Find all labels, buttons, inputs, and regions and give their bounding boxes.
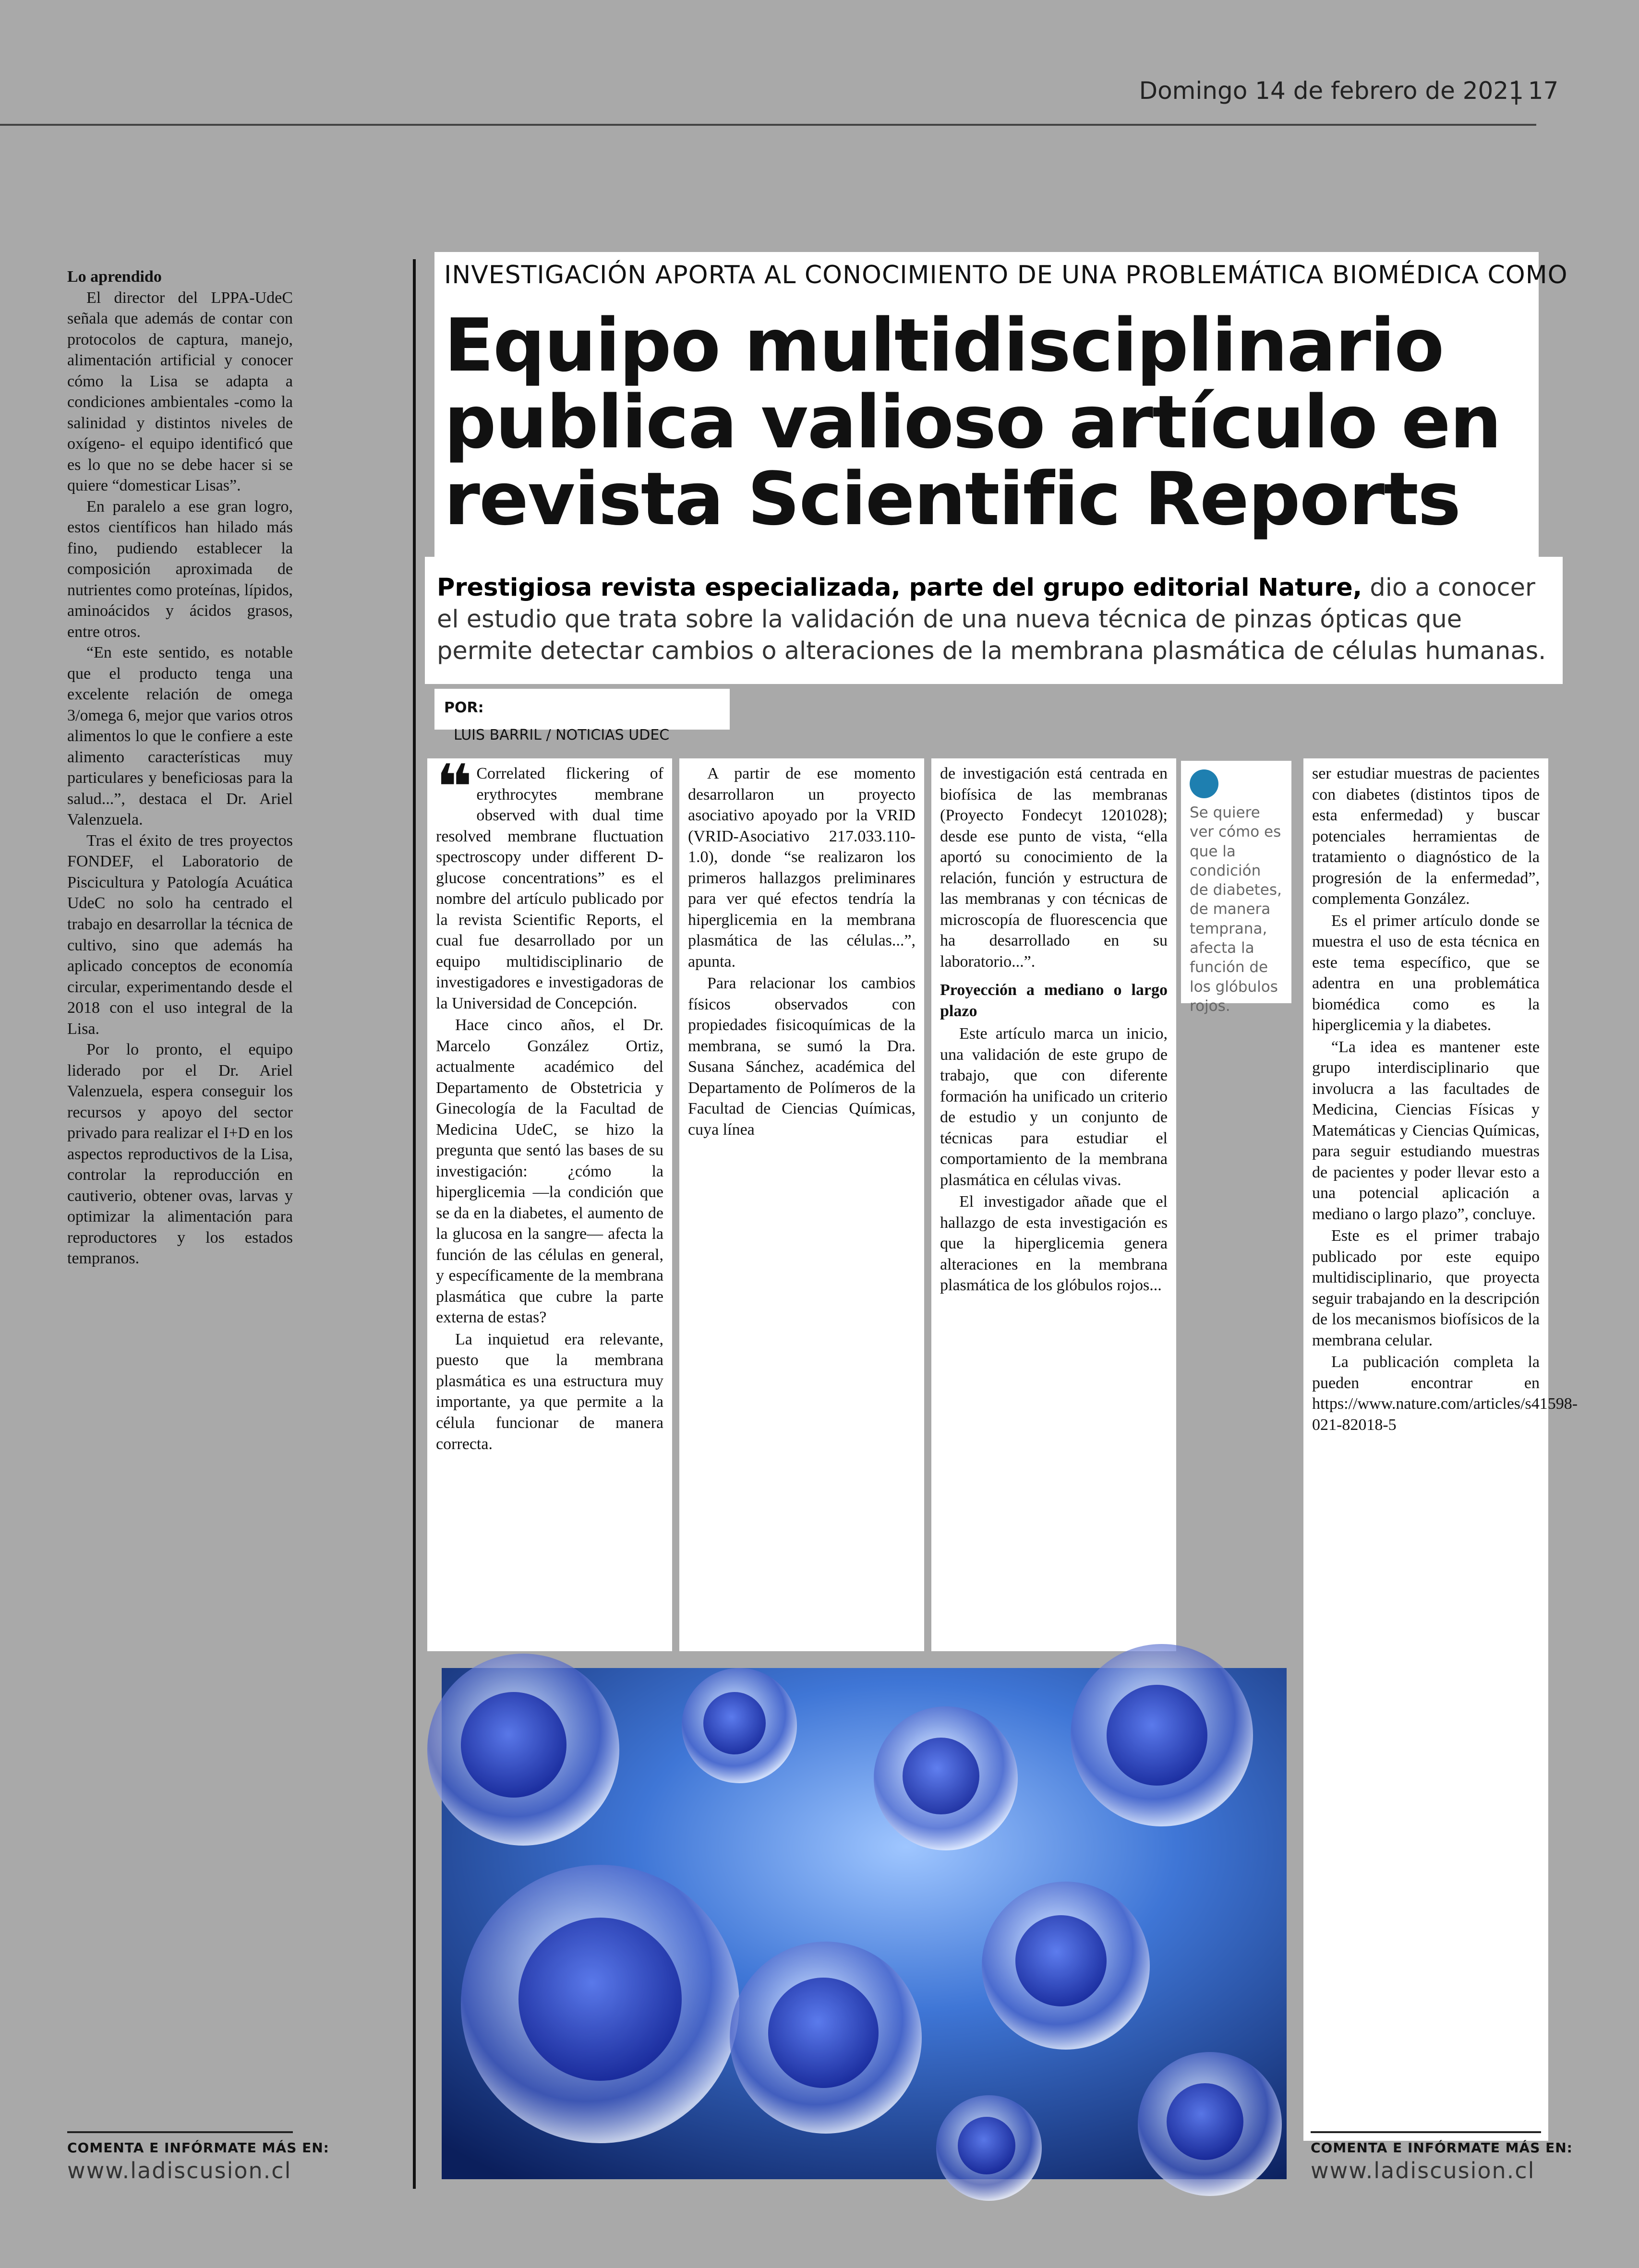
headline: Equipo multidisciplinario publica valioso artículo en revista Scientific Reports <box>444 303 1501 541</box>
left-footer-rule <box>67 2131 293 2133</box>
left-paragraph: Por lo pronto, el equipo liderado por el Dr. Ariel Valenzuela, espera conseguir los recursos y apoyo del sector privado para realizar el I+D en los aspectos reproductivos de la Lisa, controlar la reproducción en cautiverio, obtener ovas, larvas y optimizar la alimentación para reproductores y los estados tempranos. <box>67 1041 293 1268</box>
cells-image <box>442 1668 1287 2179</box>
article-paragraph: La publicación completa la pueden encontrar en https://www.nature.com/articles/s41598-021-82018-5 <box>1312 1353 1578 1434</box>
left-paragraph: En paralelo a ese gran logro, estos científicos han hilado más fino, pudiendo establecer la composición aproximada de nutrientes como proteínas, lípidos, aminoácidos y ácidos grasos, entre otros. <box>67 497 293 641</box>
kicker: INVESTIGACIÓN APORTA AL CONOCIMIENTO DE UNA PROBLEMÁTICA BIOMÉDICA COMO <box>444 261 1568 289</box>
issue-date: Domingo 14 de febrero de 2021 <box>1139 77 1524 105</box>
article-paragraph: Correlated flickering of erythrocytes membrane observed with dual time resolved membrane fluctuation spectroscopy under different D-glucose concentrations” es el nombre del artículo publicado por la revista Scientific Reports, el cual fue desarrollado por un equipo multidisciplinario de investigadores e investigadoras de la Universidad de Concepción. <box>436 765 663 1012</box>
cells-illustration <box>442 1668 1287 2179</box>
left-paragraph: El director del LPPA-UdeC señala que además de contar con protocolos de captura, manejo, alimentación artificial y conocer cómo la Lisa se adapta a condiciones ambientales -como la salinidad y distintos niveles de oxígeno- el equipo identificó que es lo que no se debe hacer si se quiere “domesticar Lisas”. <box>67 288 293 495</box>
article-paragraph: A partir de ese momento desarrollaron un proyecto asociativo apoyado por la VRID (VRID-Asociativo 217.033.110-1.0), donde “se realizaron los primeros hallazgos preliminares para ver qué efectos tendría la hiperglicemia en la membrana plasmática de las células...”, apunta. <box>688 765 916 971</box>
article-paragraph: Para relacionar los cambios físicos observados con propiedades fisicoquímicas de la membrana, se sumó la Dra. Susana Sánchez, académica del Departamento de Polímeros de la Facultad de Ciencias Químicas, cuya línea <box>688 974 916 1139</box>
article-paragraph: Este artículo marca un inicio, una validación de este grupo de trabajo, que con diferente formación ha unificado un criterio de estudio y un conjunto de técnicas para estudiar el comportamiento de la membrana plasmática en células vivas. <box>940 1025 1168 1189</box>
article-paragraph: Este es el primer trabajo publicado por este equipo multidisciplinario, que proyecta seguir trabajando en la descripción de los mecanismos biofísicos de la membrana celular. <box>1312 1227 1540 1349</box>
left-column-story <box>67 266 293 1269</box>
pull-quote <box>1181 761 1291 1015</box>
byline-box <box>434 689 730 744</box>
left-paragraph: “En este sentido, es notable que el producto tenga una excelente relación de omega 3/omega 6, mejor que varios otros alimentos lo que le confiere a este alimento características muy particulares y beneficiosas para la salud...”, destaca el Dr. Ariel Valenzuela. <box>67 644 293 829</box>
headline-box <box>434 298 1539 557</box>
kicker-box <box>434 252 1568 298</box>
article-paragraph: Es el primer artículo donde se muestra el uso de esta técnica en este tema específico, que se adentra en una problemática biomédica como es la hiperglicemia y la diabetes. <box>1312 912 1540 1034</box>
pull-quote-text: Se quiere ver cómo es que la condición de diabetes, de manera temprana, afecta la función de los glóbulos rojos. <box>1190 804 1282 1015</box>
article-paragraph: ser estudiar muestras de pacientes con diabetes (distintos tipos de esta enfermedad) y buscar potenciales herramientas de tratamiento o diagnóstico de la progresión de la enfermedad”, complementa González. <box>1312 765 1540 908</box>
lead-box <box>425 557 1563 684</box>
lead-bold: Prestigiosa revista especializada, parte del grupo editorial Nature, <box>437 574 1362 602</box>
article-column-3 <box>931 758 1176 1651</box>
right-footer-label: COMENTA E INFÓRMATE MÁS EN: <box>1311 2140 1573 2156</box>
article-paragraph: de investigación está centrada en biofísica de las membranas (Proyecto Fondecyt 1201028); desde ese punto de vista, “ella aportó su conocimiento de la relación, función y estructura de las membranas y con técnicas de microscopía de fluorescencia que ha desarrollado en su laboratorio...”. <box>940 765 1168 971</box>
column-divider <box>413 259 416 2189</box>
lead-text: dio a conocer el estudio que trata sobre la validación de una nueva técnica de pinzas ópticas que permite detectar cambios o alteraciones de la membrana plasmática de células humanas. <box>437 574 1546 665</box>
article-column-2 <box>679 758 924 1651</box>
article-column-1 <box>427 751 672 1651</box>
lead-paragraph <box>425 557 1563 683</box>
left-footer-url[interactable]: www.ladiscusion.cl <box>67 2158 292 2184</box>
page-number: | 17 <box>1512 77 1559 105</box>
right-footer-rule <box>1311 2131 1541 2133</box>
quote-mark-icon: ❝ <box>436 751 473 824</box>
left-footer-label: COMENTA E INFÓRMATE MÁS EN: <box>67 2140 329 2156</box>
pull-quote-dot-icon <box>1190 769 1218 798</box>
byline-label: POR: <box>444 699 484 716</box>
article-paragraph: “La idea es mantener este grupo interdisciplinario que involucra a las facultades de Medicina, Ciencias Físicas y Matemáticas y Ciencias Químicas, para seguir estudiando muestras de pacientes y poder llevar esto a una potencial aplicación a mediano o largo plazo”, concluye. <box>1312 1038 1540 1223</box>
article-paragraph: La inquietud era relevante, puesto que la membrana plasmática es una estructura muy importante, ya que permite a la célula funcionar de manera correcta. <box>436 1330 663 1453</box>
left-column-heading: Lo aprendido <box>67 268 162 286</box>
header-rule <box>0 124 1536 126</box>
byline-text: LUIS BARRIL / NOTICIAS UDEC <box>454 727 670 744</box>
left-paragraph: Tras el éxito de tres proyectos FONDEF, el Laboratorio de Piscicultura y Patología Acuática UdeC no solo ha centrado el trabajo en desarrollar la técnica de cultivo, sino que además ha aplicado conceptos de economía circular, experimentando desde el 2018 con el uso integral de la Lisa. <box>67 831 293 1038</box>
subhead: Proyección a mediano o largo plazo <box>940 981 1168 1020</box>
right-footer-url[interactable]: www.ladiscusion.cl <box>1311 2158 1535 2184</box>
article-paragraph: Hace cinco años, el Dr. Marcelo González Ortiz, actualmente académico del Departamento de Obstetricia y Ginecología de la Facultad de Medicina UdeC, se hizo la pregunta que sentó las bases de su investigación: ¿cómo la hiperglicemia —la condición que se da en la diabetes, el aumento de la glucosa en la sangre— afecta la función de las células en general, y específicamente de la membrana plasmática que cubre la parte externa de estas? <box>436 1016 663 1327</box>
article-column-5 <box>1303 758 1578 2141</box>
article-paragraph: El investigador añade que el hallazgo de esta investigación es que la hiperglicemia genera alteraciones en la membrana plasmática de los glóbulos rojos... <box>940 1193 1168 1295</box>
